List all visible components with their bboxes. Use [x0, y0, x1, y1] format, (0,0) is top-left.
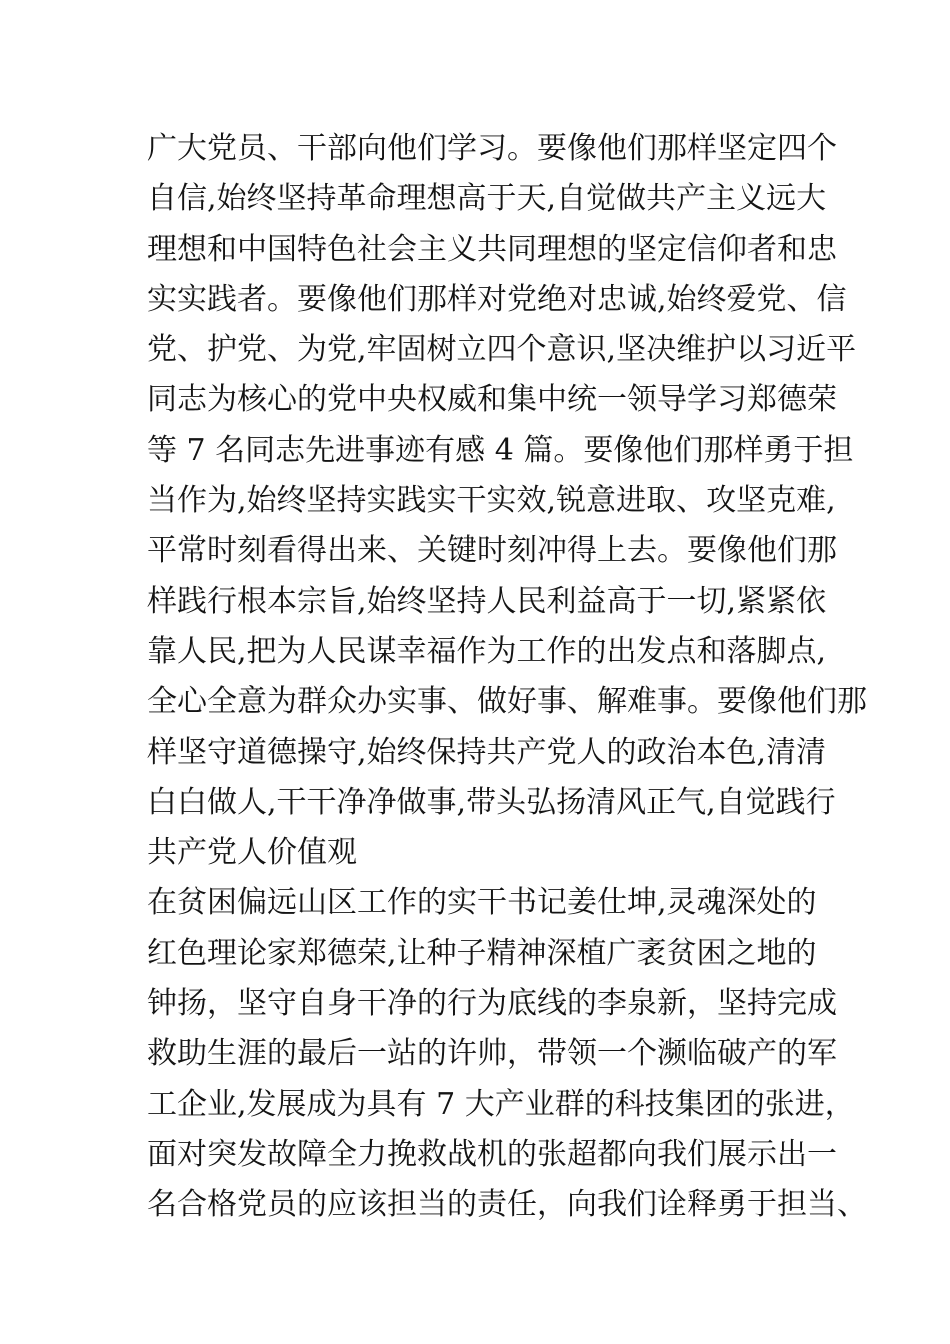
text-line: 当作为,始终坚持实践实干实效,锐意进取、攻坚克难, [147, 483, 836, 519]
text-line: 在贫困偏远山区工作的实干书记姜仕坤,灵魂深处的 [147, 885, 817, 921]
text-line: 等 7 名同志先进事迹有感 4 篇。要像他们那样勇于担 [147, 432, 854, 468]
text-line: 红色理论家郑德荣,让种子精神深植广袤贫困之地的 [147, 935, 817, 971]
text-line: 平常时刻看得出来、关键时刻冲得上去。要像他们那 [147, 533, 837, 569]
body-text [147, 124, 867, 1231]
text-line: 白白做人,干干净净做事,带头弘扬清风正气,自觉践行 [147, 784, 836, 820]
text-line: 全心全意为群众办实事、做好事、解难事。要像他们那 [147, 684, 867, 720]
text-line: 工企业,发展成为具有 7 大产业群的科技集团的张进， [147, 1086, 855, 1122]
text-line: 面对突发故障全力挽救战机的张超都向我们展示出一 [147, 1136, 837, 1172]
text-line: 实实践者。要像他们那样对党绝对忠诚,始终爱党、信 [147, 281, 847, 317]
text-line: 共产党人价值观 [147, 835, 357, 871]
text-line: 钟扬，坚守自身干净的行为底线的李泉新，坚持完成 [147, 986, 837, 1022]
text-line: 理想和中国特色社会主义共同理想的坚定信仰者和忠 [147, 231, 837, 267]
text-line: 广大党员、干部向他们学习。要像他们那样坚定四个 [147, 131, 837, 166]
text-line: 自信,始终坚持革命理想高于天,自觉做共产主义远大 [147, 181, 827, 217]
text-line: 同志为核心的党中央权威和集中统一领导学习郑德荣 [147, 382, 837, 418]
text-line: 党、护党、为党,牢固树立四个意识,坚决维护以习近平 [147, 332, 857, 368]
text-line: 救助生涯的最后一站的许帅，带领一个濒临破产的军 [147, 1036, 837, 1072]
text-line: 名合格党员的应该担当的责任，向我们诠释勇于担当、 [147, 1187, 867, 1223]
text-line: 样践行根本宗旨,始终坚持人民利益高于一切,紧紧依 [147, 583, 827, 619]
text-line: 靠人民,把为人民谋幸福作为工作的出发点和落脚点, [147, 633, 827, 669]
text-line: 样坚守道德操守,始终保持共产党人的政治本色,清清 [147, 734, 827, 770]
